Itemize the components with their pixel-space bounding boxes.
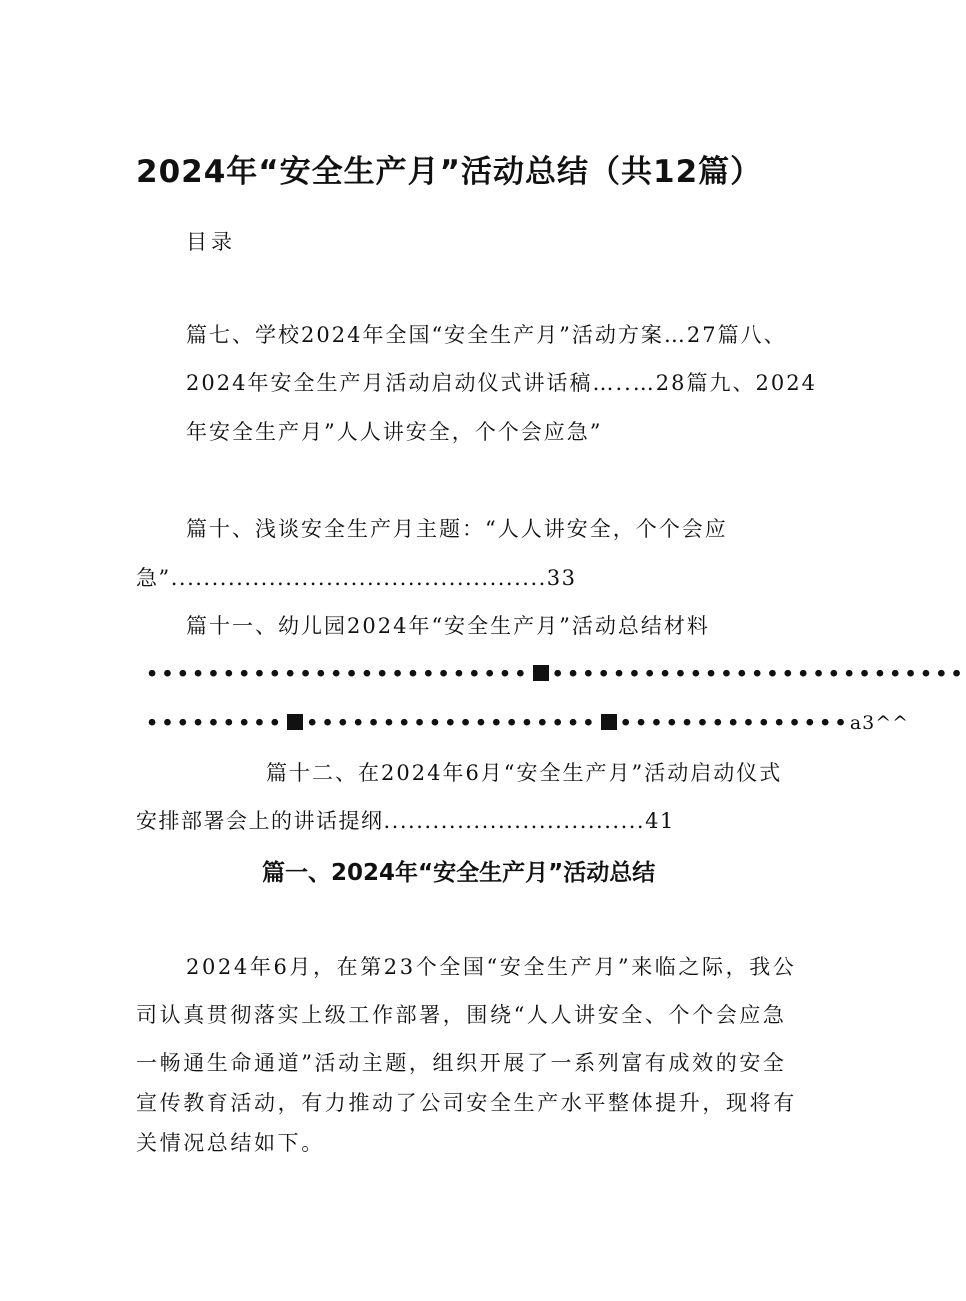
toc-line: 安排部署会上的讲话提纲................................41 — [136, 809, 675, 833]
leader-dots: ••••••••••••••••••••••••• — [146, 663, 530, 685]
paragraph-line: 2024年6月，在第23个全国“安全生产月”来临之际，我公 — [186, 955, 797, 979]
toc-line: 篇十一、幼儿园2024年“安全生产月”活动总结材料 — [186, 614, 710, 638]
leader-dots: ••••••••• — [146, 712, 285, 734]
toc-line: 篇十、浅谈安全生产月主题：“人人讲安全，个个会应 — [186, 517, 728, 541]
page-number-garbled: a3^^ — [849, 712, 910, 734]
paragraph-line: 司认真贯彻落实上级工作部署，围绕“人人讲安全、个个会应急 — [136, 1003, 787, 1027]
toc-leader-row — [146, 708, 909, 738]
toc-line: 年安全生产月”人人讲安全，个个会应急” — [186, 420, 603, 444]
leader-dots: ••••••••••••••••••••••••••• — [551, 663, 966, 685]
square-mark — [533, 665, 549, 681]
section-heading: 篇一、2024年“安全生产月”活动总结 — [262, 860, 656, 886]
leader-dots: ••••••••••••••• — [619, 712, 850, 734]
leader-dots: ••••••••••••••••••• — [306, 712, 598, 734]
toc-line: 篇七、学校2024年全国“安全生产月”活动方案…27篇八、 — [186, 323, 787, 347]
document-title: 2024年“安全生产月”活动总结（共12篇） — [136, 154, 763, 190]
toc-line: 篇十二、在2024年6月“安全生产月”活动启动仪式 — [266, 761, 783, 785]
toc-leader-row — [146, 659, 966, 689]
toc-line: 2024年安全生产月活动启动仪式讲话稿…..…28篇九、2024 — [186, 371, 817, 395]
square-mark — [601, 714, 617, 730]
paragraph-line: 一畅通生命通道”活动主题，组织开展了一系列富有成效的安全 — [136, 1051, 787, 1075]
square-mark — [287, 714, 303, 730]
paragraph-line: 宣传教育活动，有力推动了公司安全生产水平整体提升，现将有 — [136, 1091, 797, 1115]
paragraph-line: 关情况总结如下。 — [136, 1131, 325, 1155]
toc-line: 急”..............................................33 — [136, 566, 577, 590]
toc-heading: 目录 — [186, 230, 236, 254]
